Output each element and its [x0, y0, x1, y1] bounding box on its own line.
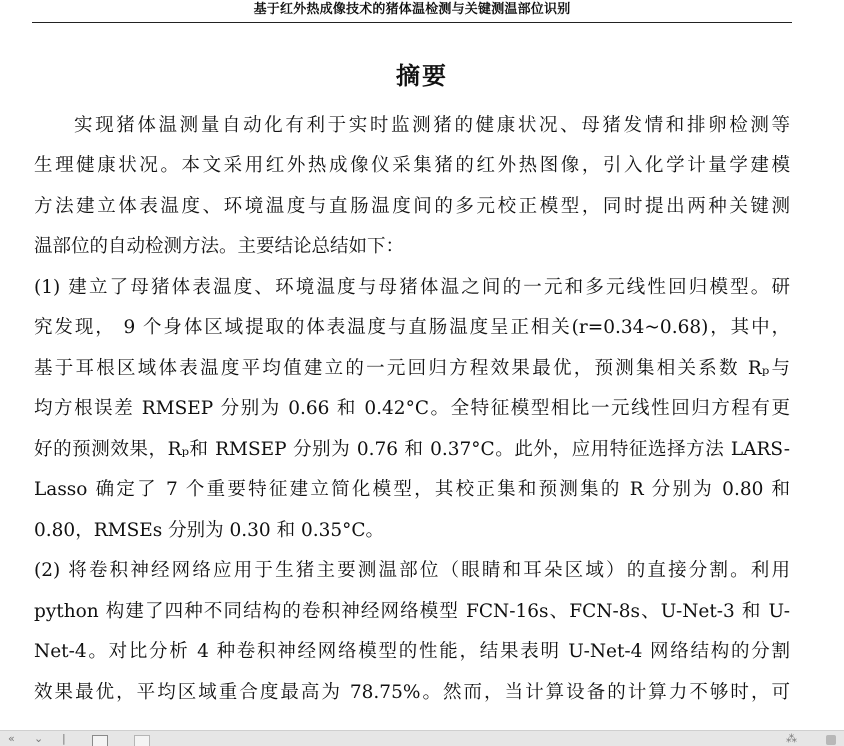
paragraph-line: Lasso 确定了 7 个重要特征建立简化模型，其校正集和预测集的 R 分别为 0.80 和	[34, 479, 790, 500]
paragraph-line: python 构建了四种不同结构的卷积神经网络模型 FCN-16s、FCN-8s、U-Net-3 和 U-	[34, 601, 790, 622]
paragraph-line: (1) 建立了母猪体表温度、环境温度与母猪体温之间的一元和多元线性回归模型。研	[34, 277, 790, 298]
paragraph-line: 实现猪体温测量自动化有利于实时监测猪的健康状况、母猪发情和排卵检测等	[74, 115, 790, 136]
paragraph-line: 基于耳根区域体表温度平均值建立的一元回归方程效果最优，预测集相关系数 Rₚ与	[34, 358, 790, 379]
running-header: 基于红外热成像技术的猪体温检测与关键测温部位识别	[253, 2, 571, 17]
single-page-view-button[interactable]	[92, 735, 108, 746]
paragraph-line: 好的预测效果，Rₚ和 RMSEP 分别为 0.76 和 0.37°C。此外，应用特征选择方法 LARS-	[34, 439, 790, 460]
paragraph-line: Net-4。对比分析 4 种卷积神经网络模型的性能，结果表明 U-Net-4 网络结构的分割	[34, 641, 790, 662]
expand-icon[interactable]: ⁂	[786, 732, 797, 745]
paragraph-line: 生理健康状况。本文采用红外热成像仪采集猪的红外热图像，引入化学计量学建模	[34, 155, 790, 176]
paragraph-line: 0.80，RMSEs 分别为 0.30 和 0.35°C。	[34, 520, 385, 541]
paragraph-line: 效果最优，平均区域重合度最高为 78.75%。然而，当计算设备的计算力不够时，可	[34, 682, 790, 703]
section-title: 摘要	[396, 62, 448, 90]
paragraph-line: 温部位的自动检测方法。主要结论总结如下：	[34, 236, 405, 257]
viewer-toolbar	[0, 730, 844, 746]
paragraph-line: 方法建立体表温度、环境温度与直肠温度间的多元校正模型，同时提出两种关键测	[34, 196, 790, 217]
resize-handle[interactable]	[826, 735, 836, 745]
paragraph-line: 究发现， 9 个身体区域提取的体表温度与直肠温度呈正相关(r=0.34~0.68)，其中，	[34, 317, 790, 338]
paragraph-line: 均方根误差 RMSEP 分别为 0.66 和 0.42°C。全特征模型相比一元线性回归方程有更	[34, 398, 790, 419]
chevron-down-icon[interactable]: ⌄	[34, 732, 44, 745]
double-page-view-button[interactable]	[134, 735, 150, 746]
divider-icon: |	[62, 732, 66, 745]
collapse-chevrons-icon[interactable]: «	[8, 732, 15, 745]
header-rule	[32, 22, 792, 23]
paragraph-line: (2) 将卷积神经网络应用于生猪主要测温部位（眼睛和耳朵区域）的直接分割。利用	[34, 560, 790, 581]
